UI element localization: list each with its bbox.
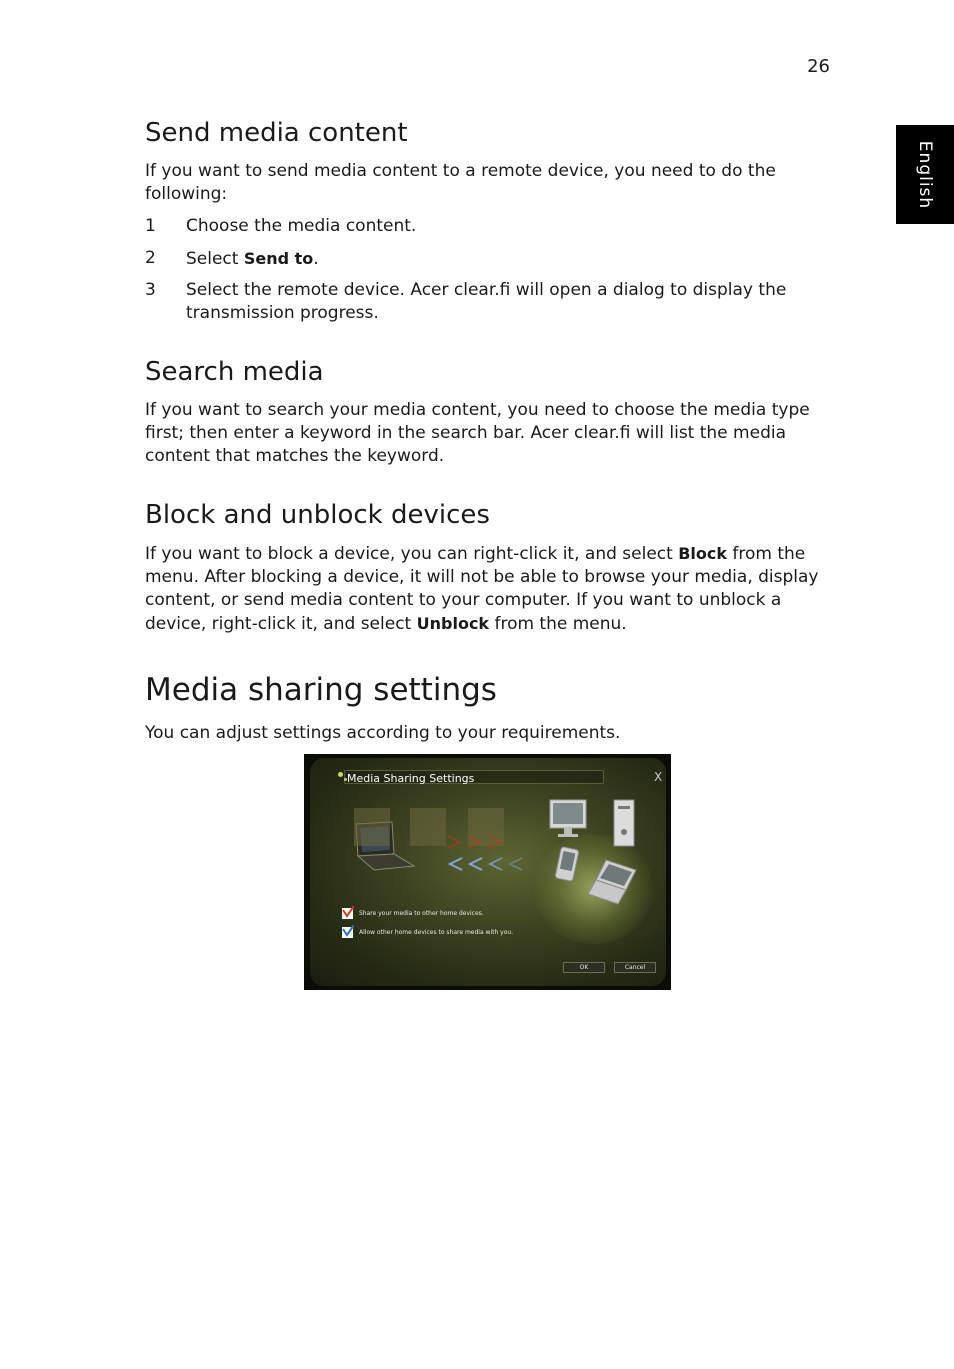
language-tab [896,125,954,224]
section-heading-block-devices: Block and unblock devices [145,500,490,530]
send-arrows-icon [444,834,514,850]
section-heading-search-media: Search media [145,357,324,387]
page-title: Media sharing settings [145,672,497,708]
step-number: 3 [145,280,156,300]
monitor-icon [548,798,588,840]
share-media-option[interactable] [342,908,484,919]
step-text: Choose the media content. [186,216,417,236]
close-icon[interactable]: X [654,770,663,784]
ok-button[interactable]: OK [563,962,605,973]
send-to-label: Send to [243,249,314,268]
phone-icon [554,846,584,886]
media-sharing-intro: You can adjust settings according to your requirements. [145,723,621,743]
page-number: 26 [807,56,830,77]
list-item [145,247,830,271]
cancel-button[interactable]: Cancel [614,962,656,973]
unblock-label: Unblock [416,614,490,633]
search-media-body: If you want to search your media content, you need to choose the media type first; then enter a keyword in the search bar. Acer clear.fi will list the media content that matches the keyword. [145,400,810,466]
send-media-intro: If you want to send media content to a remote device, you need to do the following: [145,161,776,204]
list-item [145,215,830,238]
step-number: 1 [145,216,156,236]
step-text: Select the remote device. Acer clear.fi will open a dialog to display the transmission progress. [186,280,787,323]
check-icon [342,925,354,938]
dialog-title: Media Sharing Settings [347,772,475,785]
share-media-label: Share your media to other home devices. [359,910,484,917]
media-thumbnail [410,808,446,846]
laptop-device-icon [586,856,642,908]
section-heading-send-media: Send media content [145,118,408,148]
share-media-checkbox[interactable] [342,908,353,919]
receive-arrows-icon [446,856,526,872]
list-item [145,279,830,325]
decor-dot-icon [338,772,343,777]
block-label: Block [678,544,727,563]
media-thumbnail [354,808,390,846]
pc-tower-icon [610,796,640,850]
step-text: Select Send to. [186,249,319,269]
allow-sharing-checkbox[interactable] [342,927,353,938]
block-devices-body: If you want to block a device, you can right-click it, and select Block from the menu. After blocking a device, it will not be able to browse your media, display content, or send media content to your computer. If you want to unblock a device, right-click it, and select Unblock from the menu. [145,544,819,634]
allow-sharing-label: Allow other home devices to share media with you. [359,929,514,936]
check-icon [342,906,354,919]
step-number: 2 [145,248,156,268]
allow-sharing-option[interactable] [342,927,513,938]
media-sharing-settings-screenshot [304,754,671,990]
language-tab-label: English [915,140,936,209]
